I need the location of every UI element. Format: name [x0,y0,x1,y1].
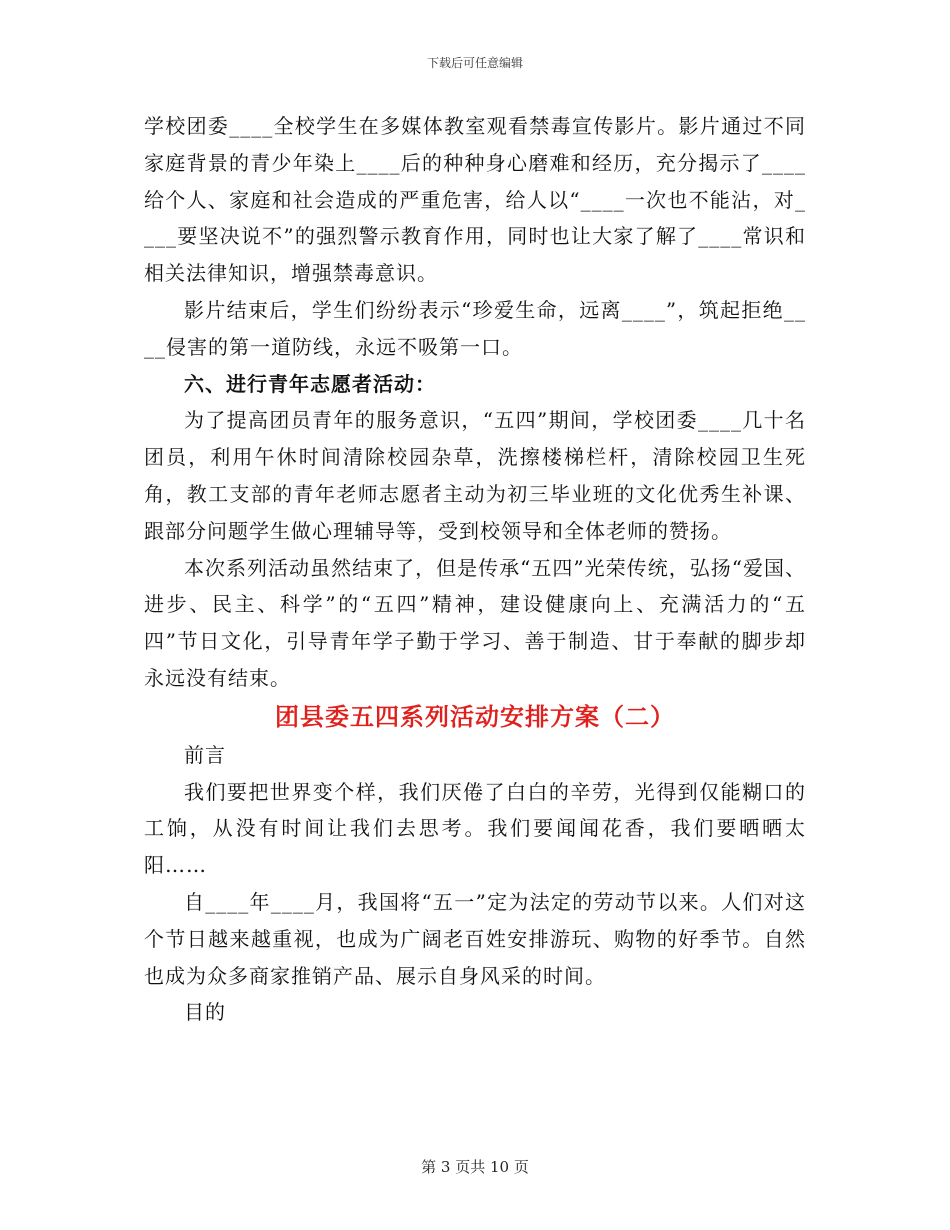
page-header-note: 下载后可任意编辑 [426,56,523,70]
paragraph-after-film: 影片结束后，学生们纷纷表示“珍爱生命，远离____”，筑起拒绝____侵害的第一道防线，永远不吸第一口。 [144,297,806,359]
paragraph-preface-label: 前言 [184,742,226,767]
document-title: 团县委五四系列活动安排方案（二） [275,701,675,731]
document-body [144,108,806,1031]
paragraph-preface-quote: 我们要把世界变个样，我们厌倦了白白的辛劳，光得到仅能糊口的工饷，从没有时间让我们去思考。我们要闻闻花香，我们要晒晒太阳…… [144,779,806,878]
section-heading-volunteer: 六、进行青年志愿者活动： [184,371,436,396]
page-number-footer: 第 3 页共 10 页 [421,1158,529,1176]
paragraph-labor-day: 自____年____月，我国将“五一”定为法定的劳动节以来。人们对这个节日越来越重视，也成为广阔老百姓安排游玩、购物的好季节。自然也成为众多商家推销产品、展示自身风采的时间。 [144,889,806,988]
paragraph-series-conclusion: 本次系列活动虽然结束了，但是传承“五四”光荣传统，弘扬“爱国、进步、民主、科学”的“五四”精神，建设健康向上、充满活力的“五四”节日文化，引导青年学子勤于学习、善于制造、甘于奉献的脚步却永远没有结束。 [144,555,806,690]
paragraph-anti-drug-film: 学校团委____全校学生在多媒体教室观看禁毒宣传影片。影片通过不同家庭背景的青少年染上____后的种种身心磨难和经历，充分揭示了____给个人、家庭和社会造成的严重危害，给人以“____一次也不能沾，对____要坚决说不”的强烈警示教育作用，同时也让大家了解了____常识和相关法律知识，增强禁毒意识。 [144,114,806,286]
paragraph-volunteer-activity: 为了提高团员青年的服务意识，“五四”期间，学校团委____几十名团员，利用午休时间清除校园杂草，洗擦楼梯栏杆，清除校园卫生死角，教工支部的青年老师志愿者主动为初三毕业班的文化优秀生补课、跟部分问题学生做心理辅导等，受到校领导和全体老师的赞扬。 [144,408,806,543]
paragraph-purpose-label: 目的 [184,1000,226,1025]
